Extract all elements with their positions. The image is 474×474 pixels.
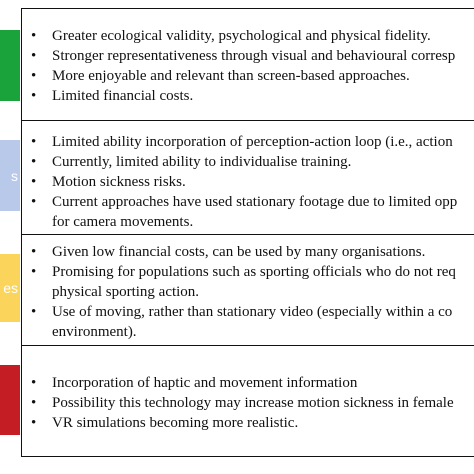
list-item: • Motion sickness risks. (31, 172, 457, 192)
weaknesses-list (31, 132, 457, 232)
list-item: • Stronger representativeness through visual and behavioural corresp (31, 46, 455, 66)
list-item: • Current approaches have used stationary footage due to limited opp (31, 192, 457, 212)
opportunities-list (31, 242, 456, 342)
list-item: • Currently, limited ability to individualise training. (31, 152, 457, 172)
weaknesses-tab-label: s (11, 167, 18, 184)
strengths-list (31, 26, 455, 106)
list-item-continuation: environment). (52, 324, 137, 340)
threats-list (31, 373, 454, 433)
list-item-continuation: physical sporting action. (52, 284, 200, 300)
list-item: • Limited ability incorporation of perception-action loop (i.e., action (31, 132, 457, 152)
list-item: • Greater ecological validity, psychological and physical fidelity. (31, 26, 455, 46)
list-item: • More enjoyable and relevant than screen-based approaches. (31, 66, 455, 86)
list-item: • Incorporation of haptic and movement information (31, 373, 454, 393)
list-item: • Given low financial costs, can be used by many organisations. (31, 242, 456, 262)
weaknesses-tab (0, 140, 20, 211)
list-item: • Promising for populations such as sporting officials who do not req (31, 262, 456, 282)
list-item: • Use of moving, rather than stationary video (especially within a co (31, 302, 456, 322)
list-item: • Limited financial costs. (31, 86, 455, 106)
opportunities-tab (0, 254, 20, 322)
list-item-continuation: for camera movements. (52, 214, 194, 230)
opportunities-tab-label: es (3, 280, 18, 296)
list-item: • Possibility this technology may increase motion sickness in female (31, 393, 454, 413)
list-item: • VR simulations becoming more realistic. (31, 413, 454, 433)
strengths-tab (0, 30, 20, 101)
threats-tab (0, 365, 20, 435)
